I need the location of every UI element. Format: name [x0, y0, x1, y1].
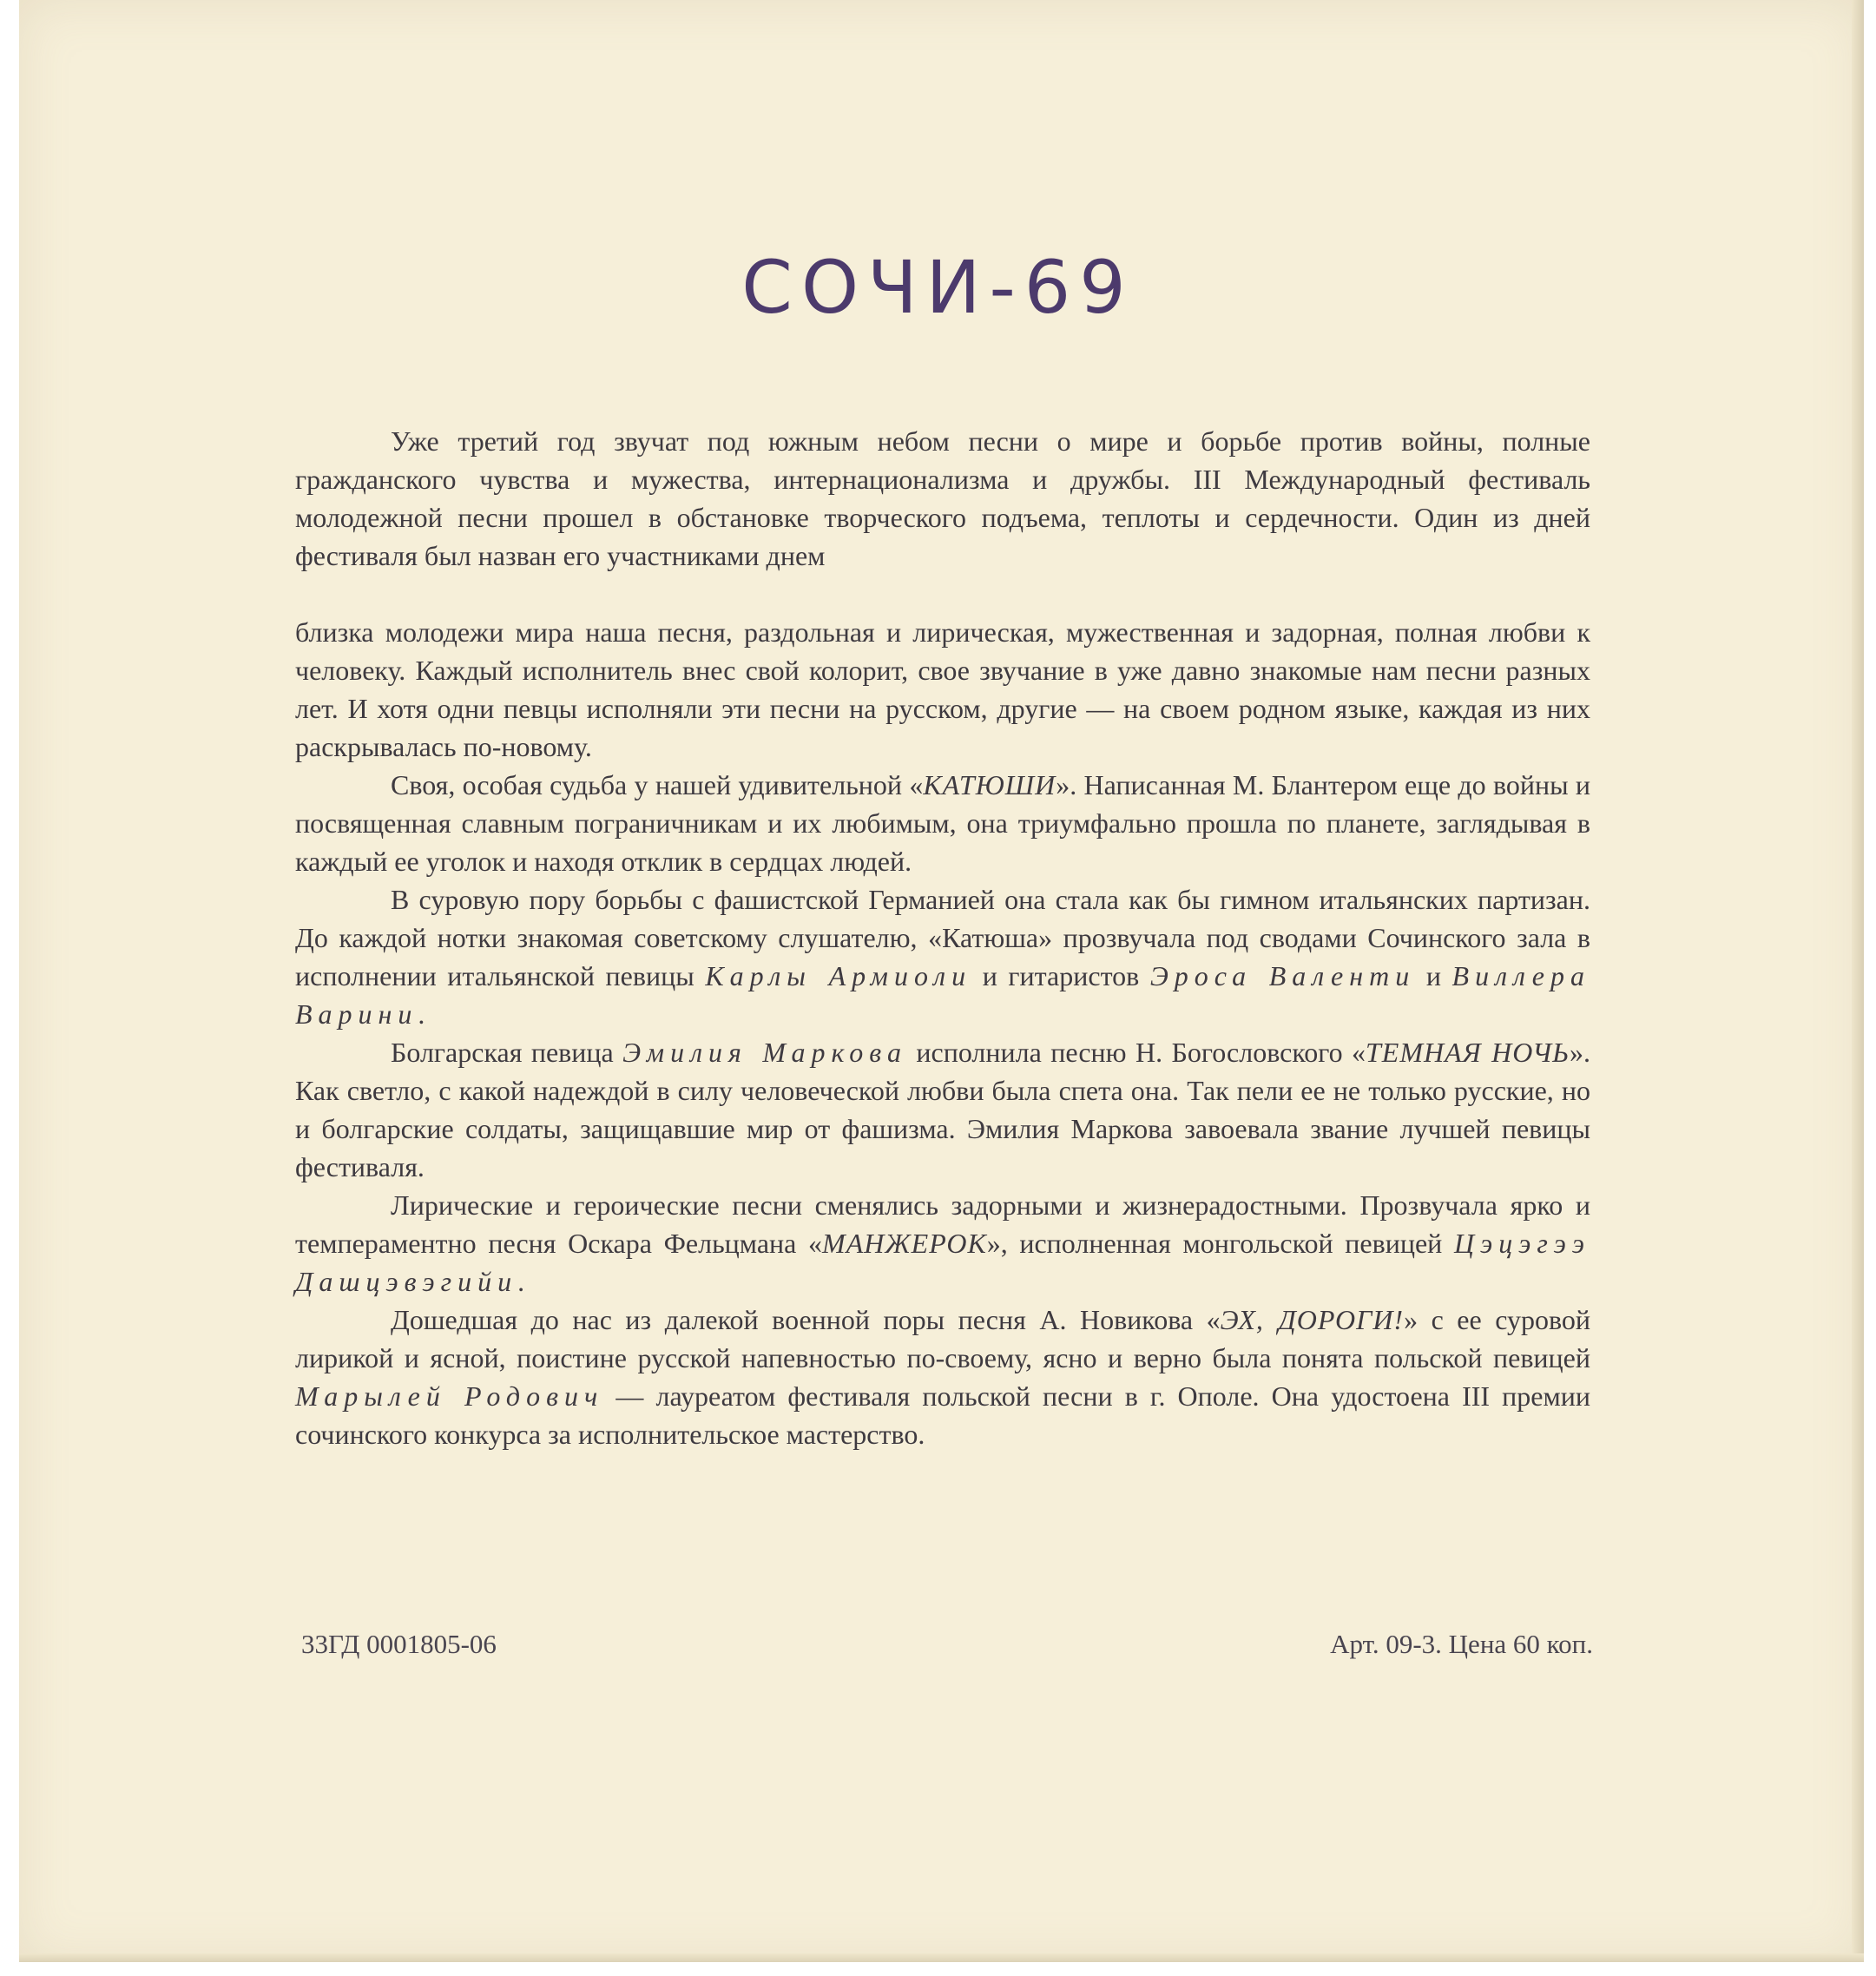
- paragraph-bulgarian-performance: [295, 1033, 1590, 1186]
- body-text: [295, 422, 1590, 1453]
- text-run: Своя, особая судьба у нашей удивительной «: [391, 769, 924, 800]
- paragraph-katyusha: [295, 766, 1590, 880]
- text-run: — лауреатом фестиваля польской песни в г. Ополе. Она удостоена III премии сочинского конкурса за исполнительское мастерство.: [295, 1380, 1591, 1450]
- guitarist-name-valenti: Эроса Валенти: [1149, 960, 1416, 991]
- singer-name-armioli: Карлы Армиоли: [705, 960, 972, 991]
- paragraph-intro: Уже третий год звучат под южным небом песни о мире и борьбе против войны, полные гражданского чувства и мужества, интернационализма и дружбы. III Международный фестиваль молодежной песни прошел в обстановке творческого подъема, теплоты и сердечности. Один из дней фестиваля был назван его участниками днем: [295, 425, 1590, 571]
- text-run: Болгарская певица: [391, 1037, 623, 1068]
- text-run: .: [517, 1266, 525, 1297]
- text-run: Дошедшая до нас из далекой военной поры песня А. Новикова «: [391, 1304, 1221, 1335]
- paragraph-song-character: близка молодежи мира наша песня, раздольная и лирическая, мужественная и задорная, полная любви к человеку. Каждый исполнитель внес свой колорит, свое звучание в уже давно знакомые нам песни разных лет. И хотя одни певцы исполняли эти песни на русском, другие — на своем родном языке, каждая из них раскрывалась по-новому.: [295, 616, 1590, 762]
- text-run: и: [1415, 960, 1452, 991]
- text-run: ». Как светло, с какой надеждой в силу человеческой любви была спета она. Так пели ее не только русские, но и болгарские солдаты, защищавшие мир от фашизма. Эмилия Маркова завоевала звание лучшей певицы фестиваля.: [295, 1037, 1591, 1182]
- price-label: Арт. 09-3. Цена 60 коп.: [1330, 1629, 1593, 1659]
- text-run: Лирические и героические песни сменялись задорными и жизнерадостными. Прозвучала ярко и темпераментно песня Оскара Фельцмана «: [295, 1189, 1590, 1259]
- catalog-number: 33ГД 0001805-06: [301, 1629, 497, 1659]
- text-run: ». Написанная М. Блантером еще до войны и посвященная славным пограничникам и их любимым, она триумфально прошла по планете, заглядывая в каждый ее уголок и находя отклик в сердцах людей.: [295, 769, 1591, 877]
- paragraph-polish-performance: [295, 1301, 1590, 1453]
- song-title-manzherok: МАНЖЕРОК: [822, 1228, 987, 1259]
- singer-name-rodovich: Марылей Родович: [295, 1380, 604, 1412]
- paper-edge-bottom: [19, 1953, 1864, 1962]
- text-run: », исполненная монгольской певицей: [986, 1228, 1454, 1259]
- text-run: » с ее суровой лирикой и ясной, поистине русской напевностью по-своему, ясно и верно была понята польской певицей: [295, 1304, 1591, 1373]
- singer-name-dashtsevegiyi: Цэцэгээ Дашцэвэгийи: [295, 1228, 1591, 1297]
- text-run: В суровую пору борьбы с фашистской Германией она стала как бы гимном итальянских партизан. До каждой нотки знакомая советскому слушателю, «Катюша» прозвучала под сводами Сочинского зала в исполнении итальянской певицы: [295, 884, 1590, 991]
- singer-name-markova: Эмилия Маркова: [622, 1037, 907, 1068]
- guitarist-name-varini: Виллера Варини: [295, 960, 1590, 1030]
- song-title-eh-dorogi: ЭХ, ДОРОГИ!: [1220, 1304, 1405, 1335]
- paragraph-italian-performance: [295, 880, 1590, 1033]
- text-run: и гитаристов: [971, 960, 1150, 991]
- text-run: исполнила песню Н. Богословского «: [906, 1037, 1366, 1068]
- paragraph-mongolian-performance: [295, 1186, 1590, 1301]
- text-run: .: [418, 998, 425, 1030]
- song-title-katyusha: КАТЮШИ: [923, 769, 1056, 800]
- song-title-temnaya-noch: ТЕМНАЯ НОЧЬ: [1366, 1037, 1570, 1068]
- page-title: СОЧИ-69: [741, 245, 1135, 330]
